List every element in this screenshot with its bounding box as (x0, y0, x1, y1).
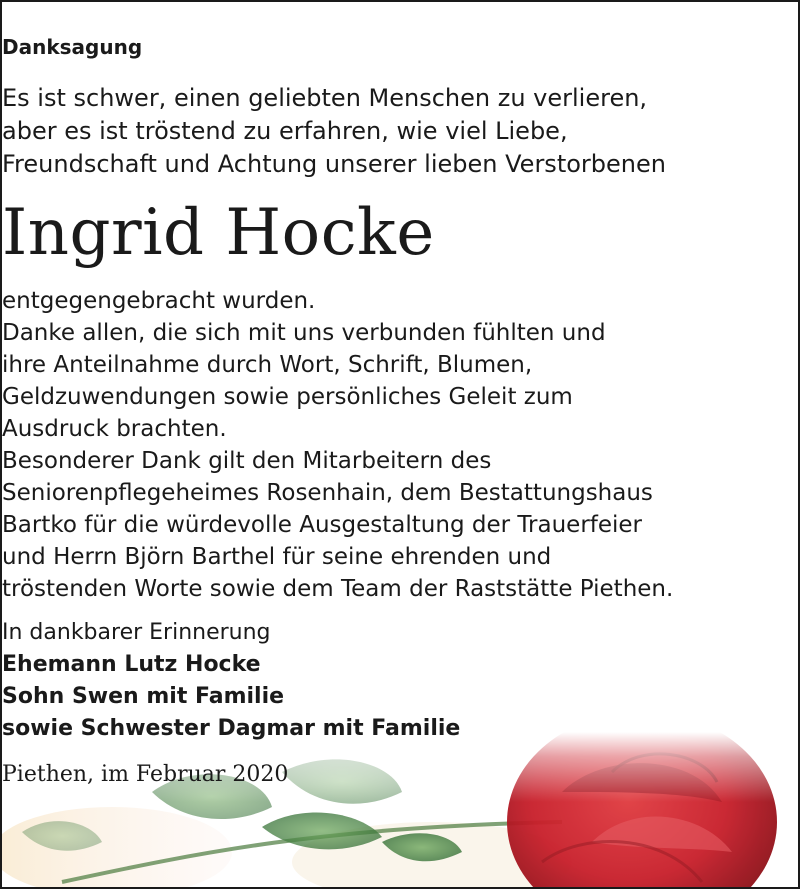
closing-intro: In dankbarer Erinnerung (2, 620, 271, 645)
body-line: tröstenden Worte sowie dem Team der Raststätte Piethen. (2, 576, 674, 602)
body-line: Ausdruck brachten. (2, 416, 227, 442)
body-line: und Herrn Björn Barthel für seine ehrenden und (2, 544, 552, 570)
intro-line: Freundschaft und Achtung unserer lieben Verstorbenen (2, 150, 666, 178)
body-line: Geldzuwendungen sowie persönliches Geleit zum (2, 384, 573, 410)
intro-line: aber es ist tröstend zu erfahren, wie viel Liebe, (2, 117, 568, 145)
body-line: Bartko für die würdevolle Ausgestaltung der Trauerfeier (2, 512, 643, 538)
signatory: sowie Schwester Dagmar mit Familie (2, 716, 461, 741)
deceased-name: Ingrid Hocke (2, 196, 435, 270)
signatory: Sohn Swen mit Familie (2, 684, 285, 709)
intro-line: Es ist schwer, einen geliebten Menschen zu verlieren, (2, 84, 648, 112)
body-line: Danke allen, die sich mit uns verbunden fühlten und (2, 320, 606, 346)
body-line: Seniorenpflegeheimes Rosenhain, dem Bestattungshaus (2, 480, 653, 506)
notice-heading: Danksagung (2, 35, 143, 59)
place-date: Piethen, im Februar 2020 (2, 762, 289, 787)
petal-tint-shape (2, 807, 232, 889)
body-line: Besonderer Dank gilt den Mitarbeitern des (2, 448, 492, 474)
signatory: Ehemann Lutz Hocke (2, 652, 261, 677)
body-line: entgegengebracht wurden. (2, 288, 316, 314)
intro-paragraph (2, 82, 798, 181)
closing-block (2, 617, 798, 745)
body-line: ihre Anteilnahme durch Wort, Schrift, Blumen, (2, 352, 533, 378)
thanks-paragraph (2, 285, 798, 605)
rose-illustration (2, 732, 800, 889)
